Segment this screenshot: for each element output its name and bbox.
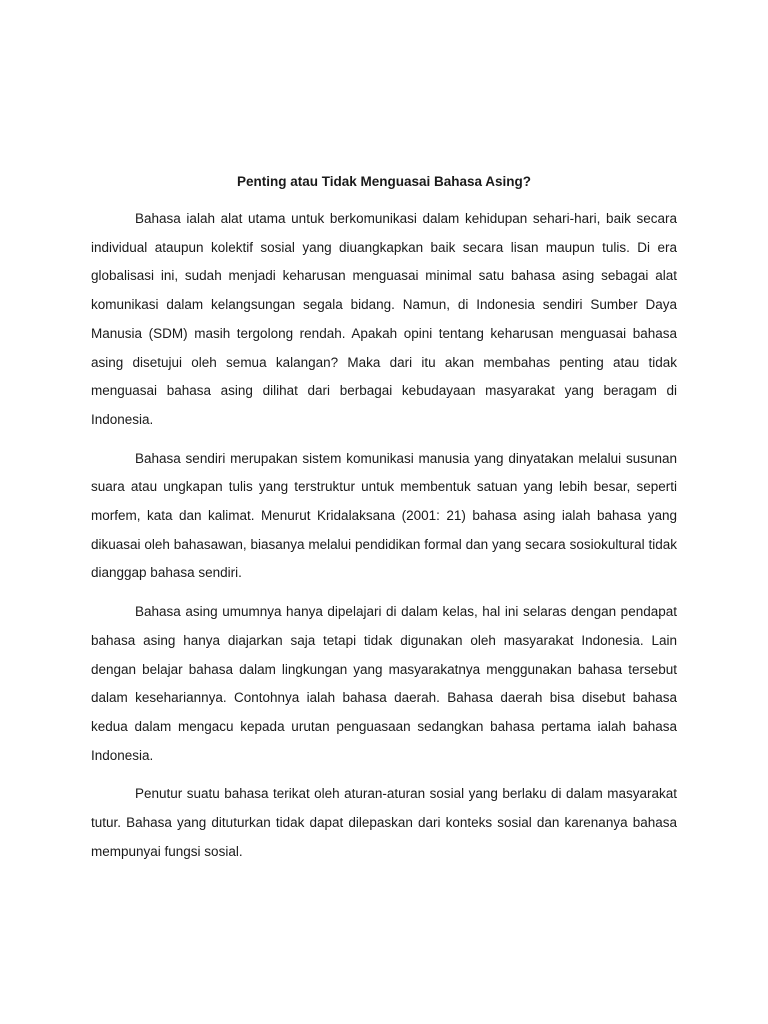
paragraph-4: Penutur suatu bahasa terikat oleh aturan-aturan sosial yang berlaku di dalam masyarakat tutur. Bahasa yang dituturkan tidak dapat dilepaskan dari konteks sosial dan karenanya bahasa mempunyai fungsi sosial. (91, 786, 677, 859)
document-title: Penting atau Tidak Menguasai Bahasa Asing? (236, 174, 532, 189)
document-body (91, 170, 677, 876)
paragraph-2: Bahasa sendiri merupakan sistem komunikasi manusia yang dinyatakan melalui susunan suara atau ungkapan tulis yang terstruktur untuk membentuk satuan yang lebih besar, seperti morfem, kata dan kalimat. Menurut Kridalaksana (2001: 21) bahasa asing ialah bahasa yang dikuasai oleh bahasawan, biasanya melalui pendidikan formal dan yang secara sosiokultural tidak dianggap bahasa sendiri. (91, 450, 677, 581)
paragraph-1: Bahasa ialah alat utama untuk berkomunikasi dalam kehidupan sehari-hari, baik secara individual ataupun kolektif sosial yang diuangkapkan baik secara lisan maupun tulis. Di era globalisasi ini, sudah menjadi keharusan menguasai minimal satu bahasa asing sebagai alat komunikasi dalam kelangsungan segala bidang. Namun, di Indonesia sendiri Sumber Daya Manusia (SDM) masih tergolong rendah. Apakah opini tentang keharusan menguasai bahasa asing disetujui oleh semua kalangan? Maka dari itu akan membahas penting atau tidak menguasai bahasa asing dilihat dari berbagai kebudayaan masyarakat yang beragam di Indonesia. (91, 211, 677, 427)
paragraph-3: Bahasa asing umumnya hanya dipelajari di dalam kelas, hal ini selaras dengan pendapat bahasa asing hanya diajarkan saja tetapi tidak digunakan oleh masyarakat Indonesia. Lain dengan belajar bahasa dalam lingkungan yang masyarakatnya menggunakan bahasa tersebut dalam kesehariannya. Contohnya ialah bahasa daerah. Bahasa daerah bisa disebut bahasa kedua dalam mengacu kepada urutan penguasaan sedangkan bahasa pertama ialah bahasa Indonesia. (91, 604, 677, 763)
